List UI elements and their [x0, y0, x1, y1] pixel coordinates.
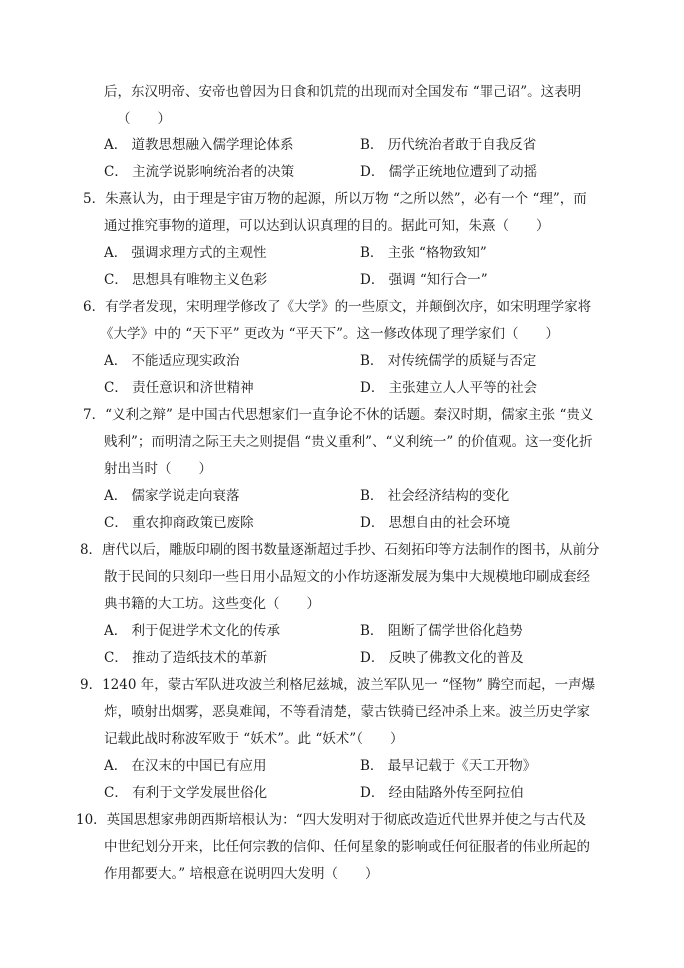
q9-option-d: D． 经由陆路外传至阿拉伯: [360, 785, 524, 801]
q8-option-b: B． 阻断了儒学世俗化趋势: [360, 623, 523, 639]
q6-stem-line-1: 6．有学者发现，宋明理学修改了《大学》的一些原文，并颠倒次序，如宋明理学家将: [83, 299, 592, 315]
q4-stem-line-1: 后，东汉明帝、安帝也曾因为日食和饥荒的出现而对全国发布 “罪己诏”。这表明: [104, 84, 582, 100]
q5-stem-line-1: 5．朱熹认为，由于理是宇宙万物的起源，所以万物 “之所以然”，必有一个 “理”，而: [83, 191, 587, 207]
q7-stem-line-2: 贱利”；而明清之际王夫之则提倡 “贵义重利”、“义利统一” 的价值观。这一变化折: [104, 434, 593, 450]
q4-option-a: A． 道教思想融入儒学理论体系: [104, 137, 294, 153]
q5-option-b: B． 主张 “格物致知”: [360, 245, 487, 261]
q8-option-c: C． 推动了造纸技术的革新: [104, 650, 268, 666]
q4-option-c: C． 主流学说影响统治者的决策: [104, 164, 295, 180]
q7-stem-line-1: 7．“义利之辩” 是中国古代思想家们一直争论不休的话题。秦汉时期，儒家主张 “贵义: [83, 407, 594, 423]
q9-stem-line-2: 炸，喷射出烟雾，恶臭难闻，不等看清楚，蒙古铁骑已经冲杀上来。波兰历史学家: [104, 704, 590, 720]
q8-option-a: A． 利于促进学术文化的传承: [104, 623, 281, 639]
q6-stem-line-2: 《大学》中的 “天下平” 更改为 “平天下”。这一修改体现了理学家们（ ）: [100, 326, 559, 342]
q4-option-d: D． 儒学正统地位遭到了动摇: [360, 164, 538, 180]
q8-stem-line-3: 典书籍的大工坊。这些变化（ ）: [104, 596, 320, 612]
q7-option-a: A． 儒家学说走向衰落: [104, 488, 240, 504]
q9-option-c: C． 有利于文学发展世俗化: [104, 785, 268, 801]
q9-option-a: A． 在汉末的中国已有应用: [104, 758, 267, 774]
q5-option-c: C． 思想具有唯物主义色彩: [104, 272, 268, 288]
q8-stem-line-2: 散于民间的只刻印一些日用小品短文的小作坊逐渐发展为集中大规模地印刷成套经: [104, 569, 590, 585]
q8-option-d: D． 反映了佛教文化的普及: [360, 650, 524, 666]
q6-option-a: A． 不能适应现实政治: [104, 353, 240, 369]
q5-stem-line-2: 通过推究事物的道理，可以达到认识真理的目的。据此可知，朱熹（ ）: [104, 218, 550, 234]
q9-stem-line-1: 9．1240 年，蒙古军队进攻波兰利格尼兹城，波兰军队见一 “怪物” 腾空而起，一声爆: [80, 677, 596, 693]
q6-option-d: D． 主张建立人人平等的社会: [360, 380, 538, 396]
q7-option-d: D． 思想自由的社会环境: [360, 515, 511, 531]
q9-option-b: B． 最早记载于《天工开物》: [360, 758, 537, 774]
q7-option-b: B． 社会经济结构的变化: [360, 488, 510, 504]
q6-option-b: B． 对传统儒学的质疑与否定: [360, 353, 537, 369]
q5-option-a: A． 强调求理方式的主观性: [104, 245, 267, 261]
q10-stem-line-1: 10．英国思想家弗朗西斯培根认为：“四大发明对于彻底改造近代世界并使之与古代及: [76, 812, 587, 828]
q4-option-b: B． 历代统治者敢于自我反省: [360, 137, 537, 153]
q9-stem-line-3: 记载此战时称波军败于 “妖术”。此 “妖术”（ ）: [104, 731, 404, 747]
q10-stem-line-3: 作用都要大。” 培根意在说明四大发明（ ）: [104, 866, 379, 882]
q4-stem-line-2: （ ）: [117, 111, 171, 127]
q10-stem-line-2: 中世纪划分开来，比任何宗教的信仰、任何星象的影响或任何征服者的伟业所起的: [104, 839, 590, 855]
q8-stem-line-1: 8．唐代以后，雕版印刷的图书数量逐渐超过手抄、石刻拓印等方法制作的图书，从前分: [80, 542, 600, 558]
q7-stem-line-3: 射出当时（ ）: [104, 461, 212, 477]
q6-option-c: C． 责任意识和济世精神: [104, 380, 254, 396]
q5-option-d: D． 强调 “知行合一”: [360, 272, 488, 288]
q7-option-c: C． 重农抑商政策已废除: [104, 515, 254, 531]
